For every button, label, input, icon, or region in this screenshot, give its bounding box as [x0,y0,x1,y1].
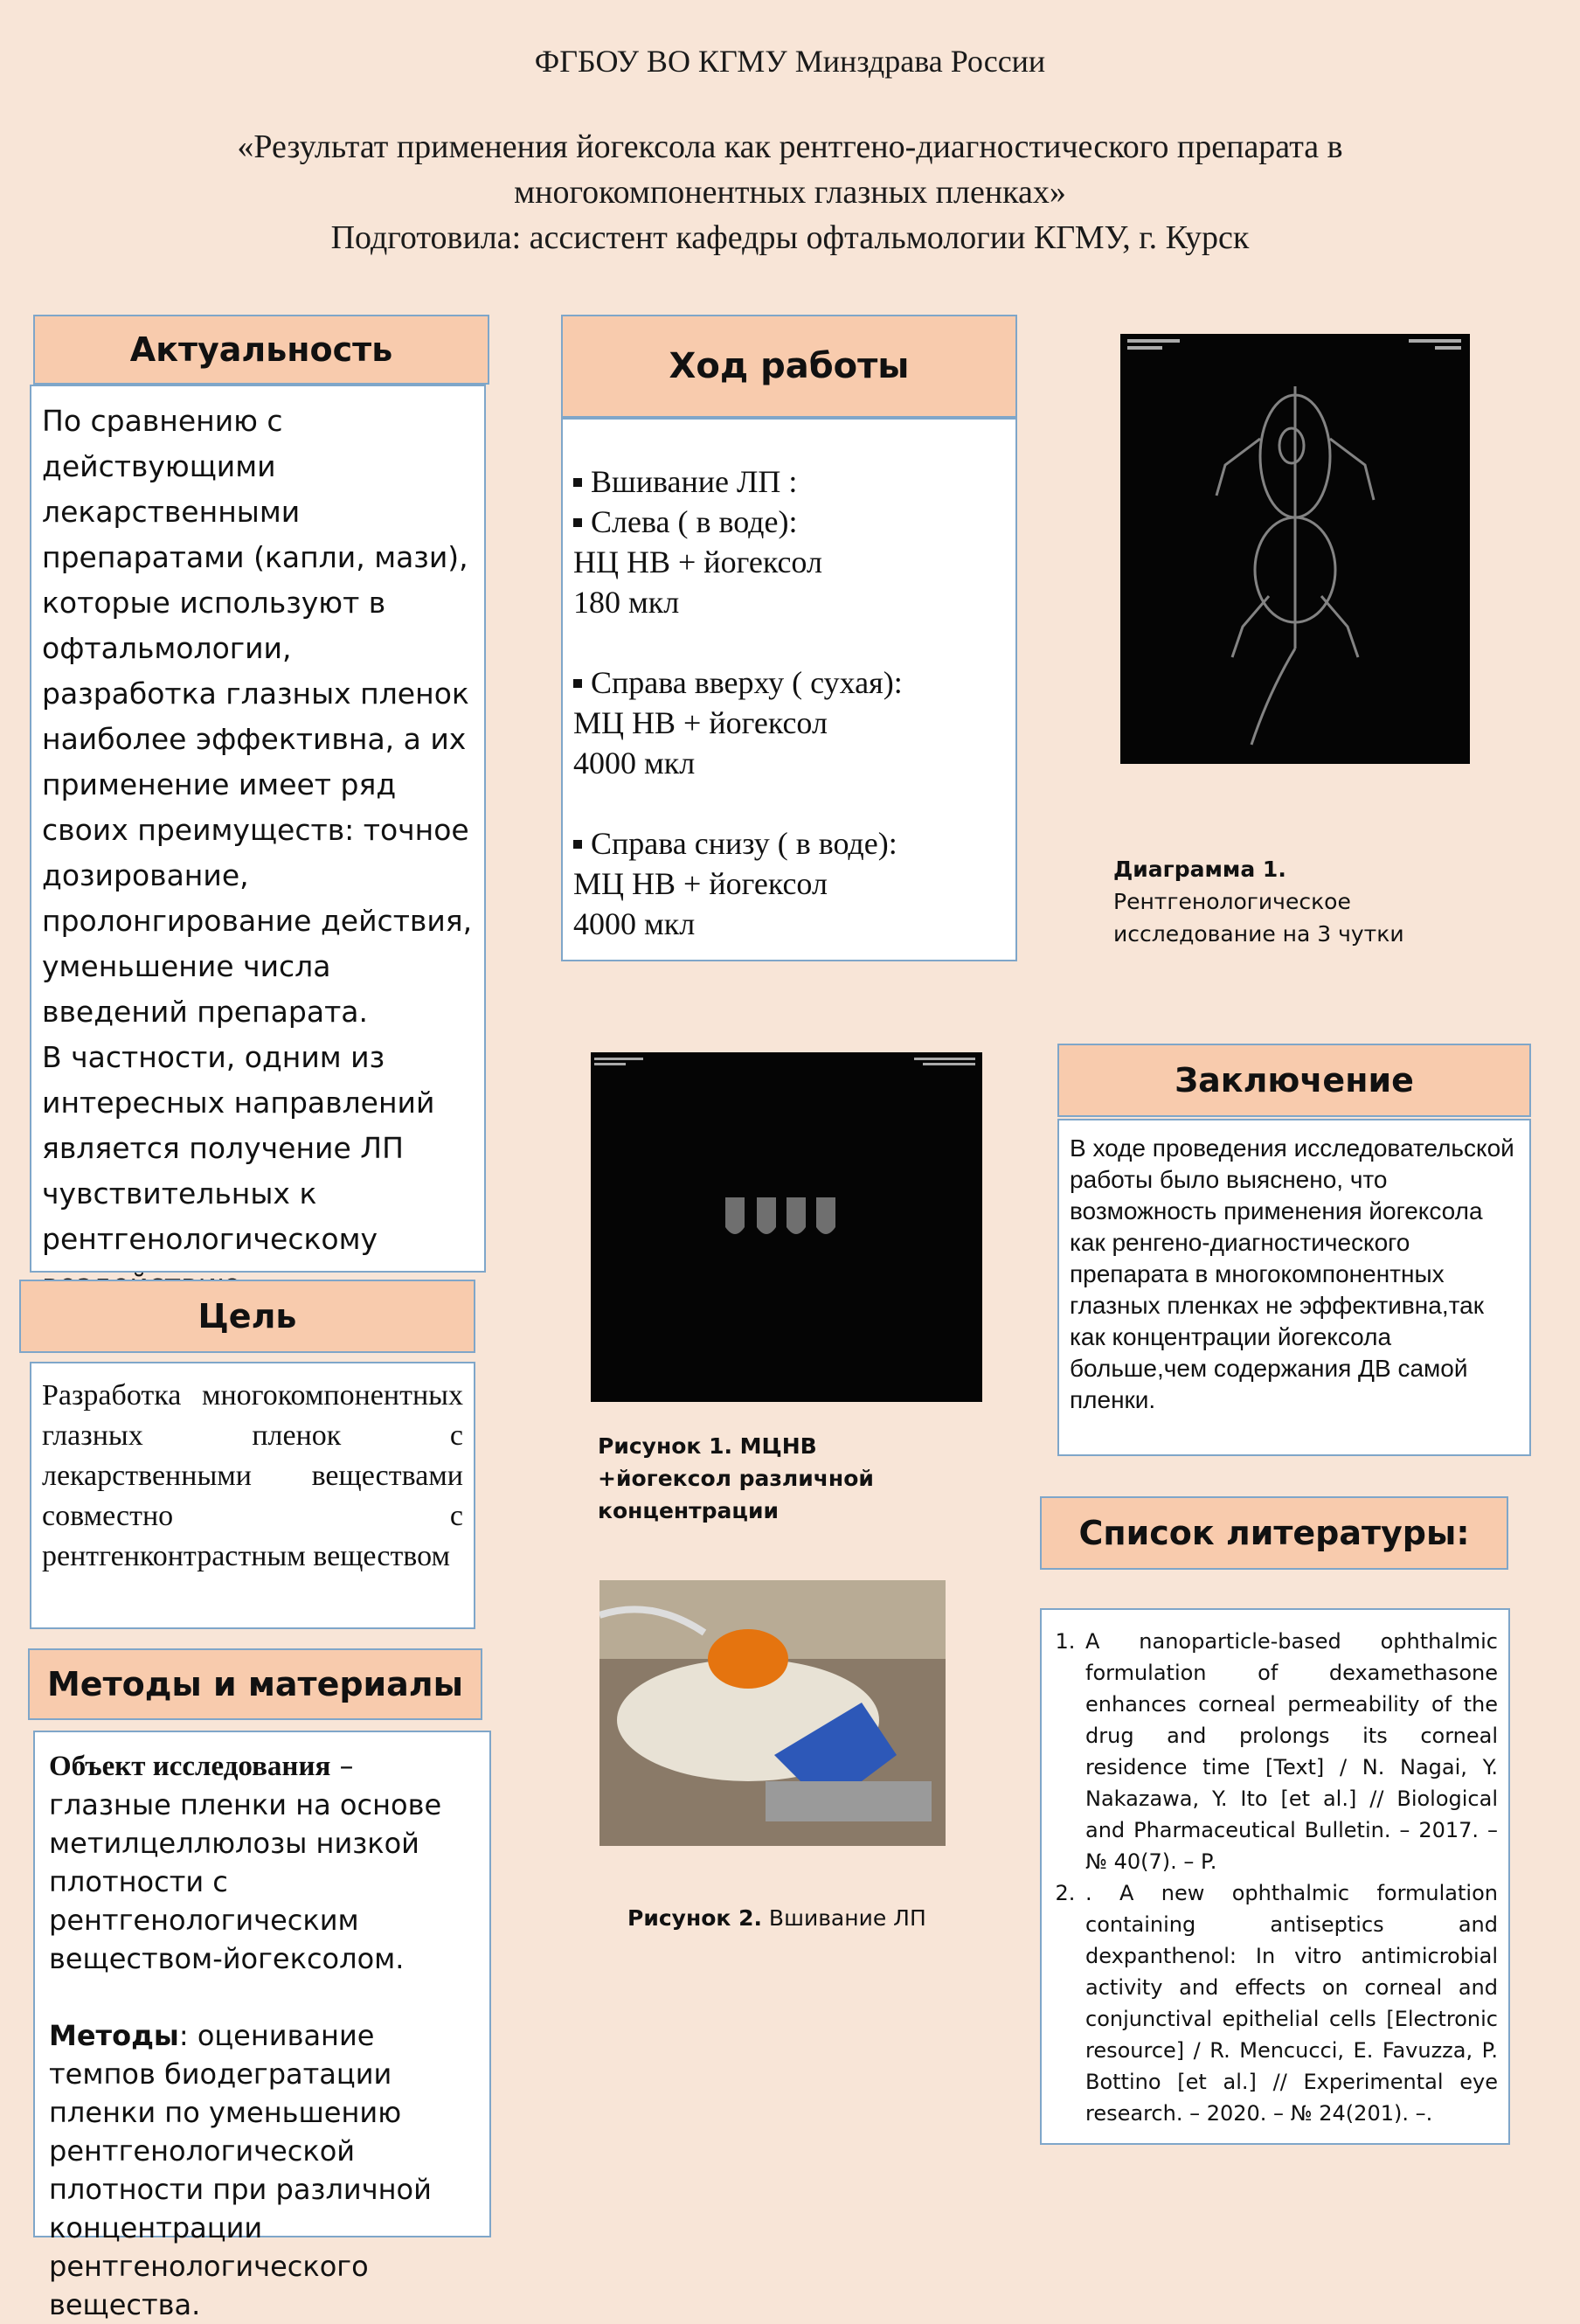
references-heading: Список литературы: [1040,1496,1508,1570]
surgery-photo-icon [599,1580,946,1846]
poster-header [0,38,1580,260]
test-tubes-icon [591,1052,982,1402]
goal-heading: Цель [19,1280,475,1353]
workflow-box [561,418,1017,961]
object-paragraph [49,1746,475,1978]
poster-title [0,124,1580,260]
workflow-line: 4000 мкл [573,906,696,941]
bullet-icon [573,679,582,688]
relevance-box [30,385,486,1273]
methods-label: Методы [49,2019,179,2052]
methods-heading: Методы и материалы [28,1648,482,1720]
conclusion-text: В ходе проведения исследовательской работы было выяснено, что возможность применения йогексола как ренгено-диагностического препарата в многокомпонентных глазных пленках не эффективна,так как концентрации йогексола больше,чем содержания ДВ самой пленки. [1057,1119,1531,1456]
object-text: – глазные пленки на основе метилцеллюлозы низкой плотности с рентгенологическим веществом-йогексолом. [49,1749,442,1975]
rat-skeleton-icon [1120,334,1470,764]
workflow-bullet-2: Слева ( в воде): [573,502,1005,542]
relevance-heading: Актуальность [33,315,489,385]
workflow-line: НЦ НВ + йогексол [573,545,822,579]
methods-box [33,1731,491,2321]
reference-item: 1. A nanoparticle-based ophthalmic formulation of dexamethasone enhances corneal permeability of the drug and prolongs its corneal residence time [Text] / N. Nagai, Y. Nakazawa, Y. Ito [et al.] // Biological and Pharmaceutical Bulletin. – 2017. – № 40(7). – P. [1082,1626,1498,1877]
diagram-1-label: Диаграмма 1. [1113,857,1286,882]
prepared-by: Подготовила: ассистент кафедры офтальмологии КГМУ, г. Курск [330,219,1250,256]
workflow-bullet-4: Справа снизу ( в воде): [573,823,1005,864]
surgery-photo [599,1580,946,1846]
xray-tubes-image [591,1052,982,1402]
references-box [1040,1608,1510,2145]
xray-rat-image [1120,334,1470,764]
methods-paragraph [49,2016,475,2324]
organization-name: ФГБОУ ВО КГМУ Минздрава России [534,44,1046,79]
bullet-icon [573,478,582,487]
figure-2-label: Рисунок 2. [627,1905,762,1931]
figure-2-caption [627,1902,942,1934]
workflow-line: 180 мкл [573,585,680,620]
workflow-line: 4000 мкл [573,746,696,780]
workflow-bullet-3: Справа вверху ( сухая): [573,663,1005,703]
object-label: Объект исследования [49,1751,331,1782]
workflow-line: МЦ НВ + йогексол [573,705,828,740]
workflow-line: МЦ НВ + йогексол [573,866,828,901]
figure-1-caption: Рисунок 1. МЦНВ +йогексол различной концентрации [598,1433,874,1523]
title-line-2: многокомпонентных глазных пленках» [514,174,1066,211]
reference-item: 2. . A new ophthalmic formulation containing antiseptics and dexpanthenol: In vitro antimicrobial activity and effects on corneal and conjunctival epithelial cells [Electronic resource] / R. Mencucci, E. Favuzza, P. Bottino [et al.] // Experimental eye research. – 2020. – № 24(201). –. [1082,1877,1498,2129]
title-line-1: «Результат применения йогексола как рентгено-диагностического препарата в [237,128,1343,165]
relevance-text-2: В частности, одним из интересных направлений является получение ЛП чувствительных к рентгенологическому [42,1040,435,1256]
workflow-bullet-1: Вшивание ЛП : [573,461,1005,502]
diagram-1-text: Рентгенологическое исследование на 3 чутки [1113,889,1404,947]
figure-2-text: Вшивание ЛП [761,1905,926,1931]
references-list [1050,1626,1498,2129]
conclusion-heading: Заключение [1057,1044,1531,1117]
methods-text: : оценивание темпов биодегратации пленки по уменьшению рентгенологической плотности при различной концентрации рентгенологического вещества. [49,2019,432,2321]
workflow-heading: Ход работы [561,315,1017,418]
bullet-icon [573,840,582,849]
bullet-icon [573,518,582,527]
relevance-text: По сравнению с действующими лекарственными препаратами (капли, мази), которые используют в офтальмологии, разработка глазных пленок наиболее эффективна, а их применение имеет ряд своих преимуществ: точное дозирование, пролонгирование действия, уменьшение числа введений препарата. [42,404,473,1029]
diagram-1-caption [1113,853,1515,950]
goal-text: Разработка многокомпонентных глазных пленок с лекарственными веществами совместно с рентгенконтрастным веществом [30,1362,475,1629]
